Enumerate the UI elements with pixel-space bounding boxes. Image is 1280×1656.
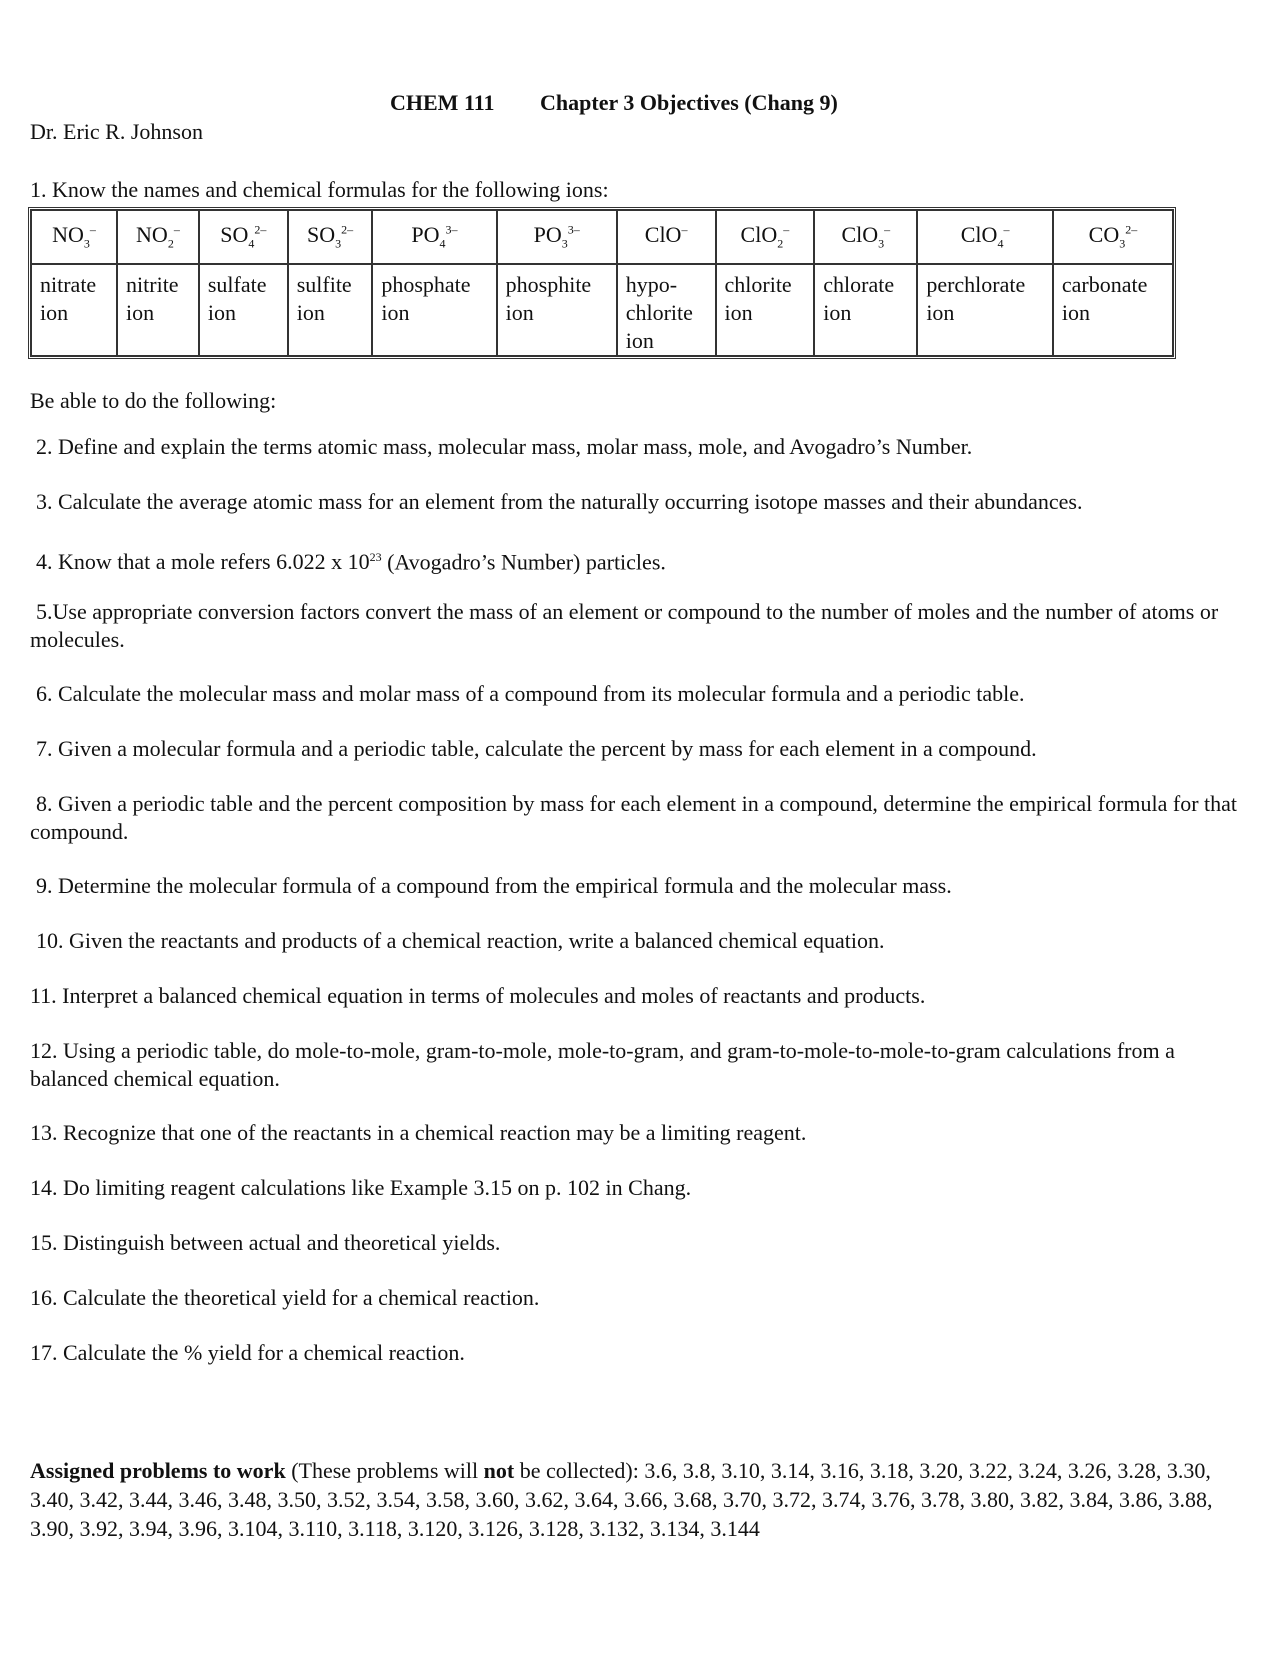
ion-formula-cell: $PO_4^{3-}$ xyxy=(372,210,496,264)
objective-13: 13. Recognize that one of the reactants in a chemical reaction may be a limiting reagent. xyxy=(30,1120,807,1145)
ion-formula-cell: ClO$_4$– xyxy=(917,210,1053,264)
objective-14: 14. Do limiting reagent calculations like Example 3.15 on p. 102 in Chang. xyxy=(30,1175,692,1200)
objective-11: 11. Interpret a balanced chemical equation in terms of molecules and moles of reactants and products. xyxy=(30,983,926,1008)
ion-name-cell: chlorate ion xyxy=(814,264,917,356)
author-name: Dr. Eric R. Johnson xyxy=(30,119,203,144)
course-code: CHEM 111 xyxy=(390,90,495,115)
assigned-problems: Assigned problems to work (These problems will not be collected): 3.6, 3.8, 3.10, 3.14, 3.16, 3.18, 3.20, 3.22, 3.24, 3.26, 3.28, 3.30, 3.40, 3.42, 3.44, 3.46, 3.48, 3.50, 3.52, 3.54, 3.58, 3.60, 3.62, 3.64, 3.66, 3.68, 3.70, 3.72, 3.74, 3.76, 3.78, 3.80, 3.82, 3.84, 3.86, 3.88, 3.90, 3.92, 3.94, 3.96, 3.104, 3.110, 3.118, 3.120, 3.126, 3.128, 3.132, 3.134, 3.144 xyxy=(30,1458,1213,1541)
objective-2: 2. Define and explain the terms atomic mass, molecular mass, molar mass, mole, and Avogadro’s Number. xyxy=(36,434,973,459)
problem-list: be collected): 3.6, 3.8, 3.10, 3.14, 3.16, 3.18, 3.20, 3.22, 3.24, 3.26, 3.28, 3.30, 3.40, 3.42, 3.44, 3.46, 3.48, 3.50, 3.52, 3.54, 3.58, 3.60, 3.62, 3.64, 3.66, 3.68, 3.70, 3.72, 3.74, 3.76, 3.78, 3.80, 3.82, 3.84, 3.86, 3.88, 3.90, 3.92, 3.94, 3.96, 3.104, 3.110, 3.118, 3.120, 3.126, 3.128, 3.132, 3.134, 3.144 xyxy=(30,1458,1213,1541)
ion-name-cell: sulfite ion xyxy=(288,264,373,356)
ion-name-cell: nitrate ion xyxy=(31,264,117,356)
ion-formula-cell: $SO_4^{2-}$ xyxy=(199,210,288,264)
ion-formula-cell: $NO_3^-$ xyxy=(31,210,117,264)
chapter-title: Chapter 3 Objectives (Chang 9) xyxy=(540,90,838,115)
ion-formula-cell: $CO_3^{2-}$ xyxy=(1053,210,1173,264)
objective-10: 10. Given the reactants and products of a chemical reaction, write a balanced chemical equation. xyxy=(36,928,885,953)
objective-4: 4. Know that a mole refers 6.022 x $10^{23}$ (Avogadro’s Number) particles. xyxy=(36,549,666,575)
ion-name-cell: nitrite ion xyxy=(117,264,199,356)
ion-formula-cell: $SO_3^{2-}$ xyxy=(288,210,373,264)
ions-table xyxy=(28,207,1176,359)
objective-8: 8. Given a periodic table and the percent composition by mass for each element in a compound, determine the empirical formula for that compound. xyxy=(30,791,1238,844)
objective-16: 16. Calculate the theoretical yield for a chemical reaction. xyxy=(30,1285,540,1310)
objective-5: 5.Use appropriate conversion factors convert the mass of an element or compound to the number of moles and the number of atoms or molecules. xyxy=(30,599,1219,652)
ion-name-cell: phosphate ion xyxy=(372,264,496,356)
ion-formula-cell: $PO_3^{3-}$ xyxy=(497,210,617,264)
objective-6: 6. Calculate the molecular mass and molar mass of a compound from its molecular formula and a periodic table. xyxy=(36,681,1025,706)
page-title xyxy=(390,90,838,116)
ion-name-cell: carbonate ion xyxy=(1053,264,1173,356)
ion-name-cell: perchlorate ion xyxy=(917,264,1053,356)
objective-9: 9. Determine the molecular formula of a compound from the empirical formula and the molecular mass. xyxy=(36,873,952,898)
assigned-label: Assigned problems to work xyxy=(30,1458,286,1483)
ion-name-cell: hypo- chlorite ion xyxy=(617,264,716,356)
ion-name-cell: chlorite ion xyxy=(716,264,815,356)
ion-formula-row xyxy=(31,210,1173,264)
ion-formula-cell: ClO$_2$– xyxy=(716,210,815,264)
objective-7: 7. Given a molecular formula and a periodic table, calculate the percent by mass for each element in a compound. xyxy=(36,736,1037,761)
ion-formula-cell: $NO_2^-$ xyxy=(117,210,199,264)
ion-formula-cell: ClO– xyxy=(617,210,716,264)
objective-17: 17. Calculate the % yield for a chemical reaction. xyxy=(30,1340,465,1365)
ion-name-row xyxy=(31,264,1173,356)
objective-15: 15. Distinguish between actual and theoretical yields. xyxy=(30,1230,501,1255)
ion-formula-cell: ClO$_3$– xyxy=(814,210,917,264)
not-emphasis: not xyxy=(483,1458,515,1483)
ion-name-cell: sulfate ion xyxy=(199,264,288,356)
ion-name-cell: phosphite ion xyxy=(497,264,617,356)
objective-12: 12. Using a periodic table, do mole-to-mole, gram-to-mole, mole-to-gram, and gram-to-mole-to-mole-to-gram calculations from a balanced chemical equation. xyxy=(30,1038,1175,1091)
be-able-heading: Be able to do the following: xyxy=(30,388,277,413)
objective-3: 3. Calculate the average atomic mass for an element from the naturally occurring isotope masses and their abundances. xyxy=(36,489,1083,514)
objective-1: 1. Know the names and chemical formulas for the following ions: xyxy=(30,177,609,202)
